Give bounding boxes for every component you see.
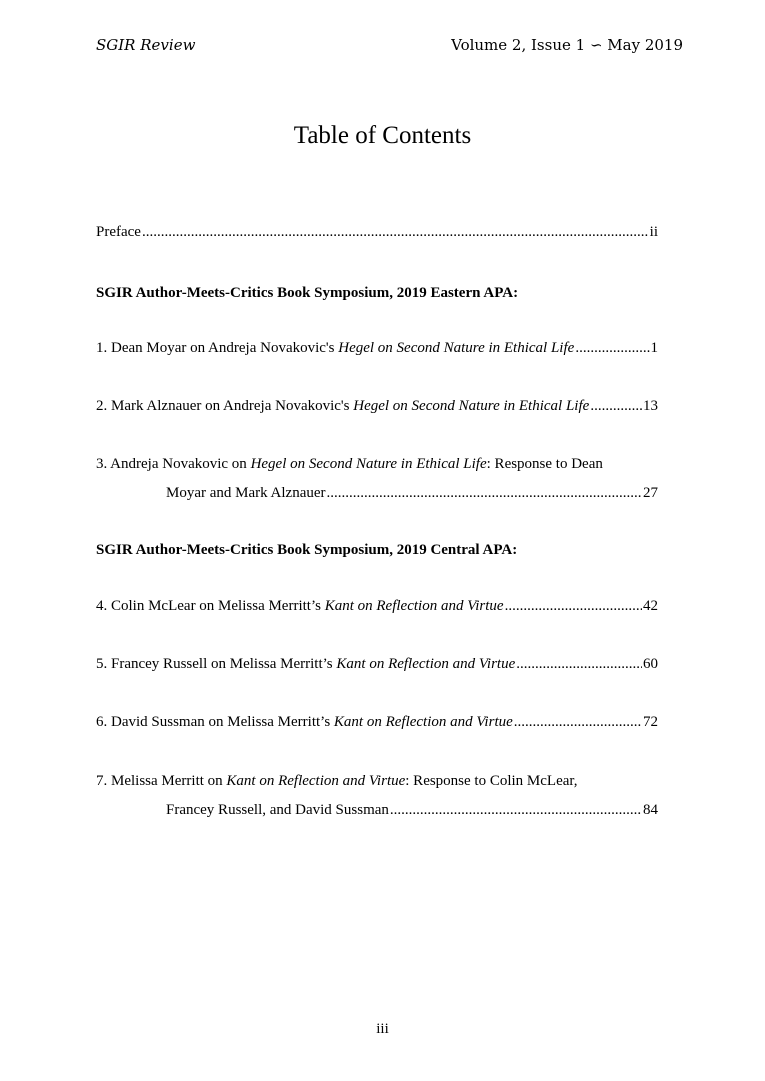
dot-leader (590, 396, 642, 416)
dot-leader (390, 800, 642, 820)
journal-name: SGIR Review (96, 36, 196, 54)
toc-entry-preface[interactable] (96, 222, 658, 242)
dot-leader (327, 483, 642, 503)
entry-subtitle: : Response to Dean (486, 456, 603, 472)
entry-book-title: Hegel on Second Nature in Ethical Life (250, 456, 487, 472)
entry-book-title: Kant on Reflection and Virtue (336, 656, 516, 672)
toc-entry-6[interactable] (96, 712, 658, 732)
entry-page: 84 (643, 802, 658, 818)
dot-leader (514, 712, 642, 732)
running-header (96, 36, 683, 58)
entry-book-title: Hegel on Second Nature in Ethical Life (338, 340, 575, 356)
entry-page: 1 (650, 340, 658, 356)
entry-page: 13 (643, 398, 658, 414)
issue-info: Volume 2, Issue 1 ∽ May 2019 (451, 36, 683, 54)
entry-subtitle: : Response to Colin McLear, (405, 773, 578, 789)
entry-author: 1. Dean Moyar on Andreja Novakovic's (96, 340, 339, 356)
entry-book-title: Kant on Reflection and Virtue (226, 773, 406, 789)
section-heading-central: SGIR Author-Meets-Critics Book Symposium, 2019 Central APA: (96, 542, 518, 558)
entry-author: 2. Mark Alznauer on Andreja Novakovic's (96, 398, 354, 414)
entry-book-title: Kant on Reflection and Virtue (324, 598, 504, 614)
dot-leader (516, 654, 642, 674)
toc-entry-7[interactable] (96, 771, 658, 817)
entry-page: ii (649, 224, 658, 240)
entry-label: Preface (96, 224, 141, 240)
toc-entry-3[interactable] (96, 454, 658, 500)
entry-page: 27 (643, 485, 658, 501)
section-heading-eastern: SGIR Author-Meets-Critics Book Symposium, 2019 Eastern APA: (96, 285, 519, 301)
entry-page: 42 (643, 598, 658, 614)
entry-author: 7. Melissa Merritt on (96, 773, 227, 789)
dot-leader (575, 338, 649, 358)
toc-entry-4[interactable] (96, 596, 658, 616)
entry-book-title: Kant on Reflection and Virtue (333, 714, 513, 730)
entry-page: 60 (643, 656, 658, 672)
entry-book-title: Hegel on Second Nature in Ethical Life (353, 398, 590, 414)
entry-author: 4. Colin McLear on Melissa Merritt’s (96, 598, 325, 614)
entry-page: 72 (643, 714, 658, 730)
entry-continuation: Francey Russell, and David Sussman (166, 802, 389, 818)
toc-entry-1[interactable] (96, 338, 658, 358)
toc-entry-2[interactable] (96, 396, 658, 416)
entry-continuation: Moyar and Mark Alznauer (166, 485, 326, 501)
page-title: Table of Contents (293, 122, 472, 149)
toc-entry-5[interactable] (96, 654, 658, 674)
dot-leader (505, 596, 642, 616)
entry-author: 3. Andreja Novakovic on (96, 456, 251, 472)
entry-author: 6. David Sussman on Melissa Merritt’s (96, 714, 334, 730)
page-number: iii (376, 1021, 389, 1037)
dot-leader (142, 222, 649, 242)
entry-author: 5. Francey Russell on Melissa Merritt’s (96, 656, 337, 672)
